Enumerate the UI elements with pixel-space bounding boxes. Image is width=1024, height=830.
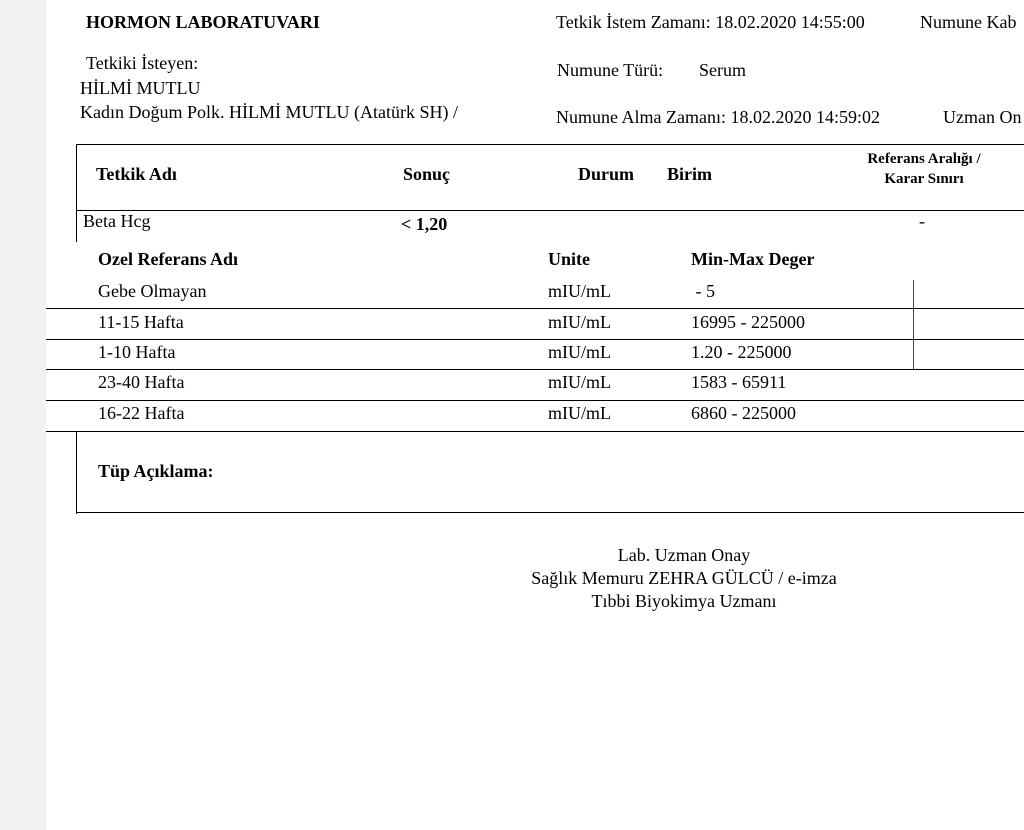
ref-row-divider bbox=[46, 369, 1024, 370]
ref-table-bottom bbox=[46, 431, 1024, 432]
table-bottom-border bbox=[76, 512, 1024, 513]
lab-name: HORMON LABORATUVARI bbox=[86, 12, 320, 32]
signature-name: Sağlık Memuru ZEHRA GÜLCÜ / e-imza bbox=[531, 568, 837, 588]
specialist-label: Uzman On bbox=[943, 107, 1022, 127]
table-left-border-lower bbox=[76, 432, 77, 514]
ref-row-name: 16-22 Hafta bbox=[98, 403, 185, 423]
ref-row-range: 6860 - 225000 bbox=[691, 403, 796, 423]
requester-label: Tetkiki İsteyen: bbox=[86, 53, 199, 73]
ref-row-name: 1-10 Hafta bbox=[98, 342, 176, 362]
ref-row-range: - 5 bbox=[691, 281, 715, 301]
signature-approval: Lab. Uzman Onay bbox=[617, 545, 751, 565]
ref-row-unit: mIU/mL bbox=[548, 372, 611, 392]
signature-title: Tıbbi Biyokimya Uzmanı bbox=[591, 591, 777, 611]
ref-row-unit: mIU/mL bbox=[548, 281, 611, 301]
ref-row-name: 23-40 Hafta bbox=[98, 372, 185, 392]
ref-col-minmax: Min-Max Deger bbox=[691, 249, 815, 269]
table-top-border bbox=[76, 144, 1024, 145]
request-time: Tetkik İstem Zamanı: 18.02.2020 14:55:00 bbox=[556, 12, 865, 32]
test-reference: - bbox=[919, 211, 925, 231]
ref-row-unit: mIU/mL bbox=[548, 312, 611, 332]
col-header-reference: Referans Aralığı / Karar Sınırı bbox=[867, 151, 981, 187]
viewer-gutter bbox=[0, 0, 46, 830]
ref-row-divider bbox=[46, 400, 1024, 401]
sample-type-value: Serum bbox=[699, 60, 746, 80]
sample-accept-label: Numune Kab bbox=[920, 12, 1017, 32]
col-header-result: Sonuç bbox=[403, 164, 451, 184]
sample-time: Numune Alma Zamanı: 18.02.2020 14:59:02 bbox=[556, 107, 880, 127]
table-left-border-upper bbox=[76, 144, 77, 242]
col-header-unit: Birim bbox=[667, 164, 712, 184]
test-result: < 1,20 bbox=[401, 214, 448, 234]
requester-department: Kadın Doğum Polk. HİLMİ MUTLU (Atatürk SH) / bbox=[80, 102, 458, 122]
table-inner-divider bbox=[913, 280, 914, 370]
ref-row-range: 1583 - 65911 bbox=[691, 372, 787, 392]
col-header-status: Durum bbox=[578, 164, 635, 184]
ref-col-name: Ozel Referans Adı bbox=[98, 249, 238, 269]
sample-type-label: Numune Türü: bbox=[557, 60, 664, 80]
ref-row-unit: mIU/mL bbox=[548, 342, 611, 362]
col-header-test: Tetkik Adı bbox=[96, 164, 177, 184]
report-page bbox=[46, 0, 1024, 830]
table-header-divider bbox=[76, 210, 1024, 211]
ref-row-range: 16995 - 225000 bbox=[691, 312, 805, 332]
ref-col-unit: Unite bbox=[548, 249, 590, 269]
test-name: Beta Hcg bbox=[83, 211, 151, 231]
tube-note-label: Tüp Açıklama: bbox=[98, 461, 214, 481]
ref-row-unit: mIU/mL bbox=[548, 403, 611, 423]
ref-row-divider bbox=[46, 308, 1024, 309]
ref-row-divider bbox=[46, 339, 1024, 340]
ref-row-range: 1.20 - 225000 bbox=[691, 342, 792, 362]
ref-row-name: 11-15 Hafta bbox=[98, 312, 184, 332]
ref-row-name: Gebe Olmayan bbox=[98, 281, 207, 301]
requester-name: HİLMİ MUTLU bbox=[80, 78, 201, 98]
